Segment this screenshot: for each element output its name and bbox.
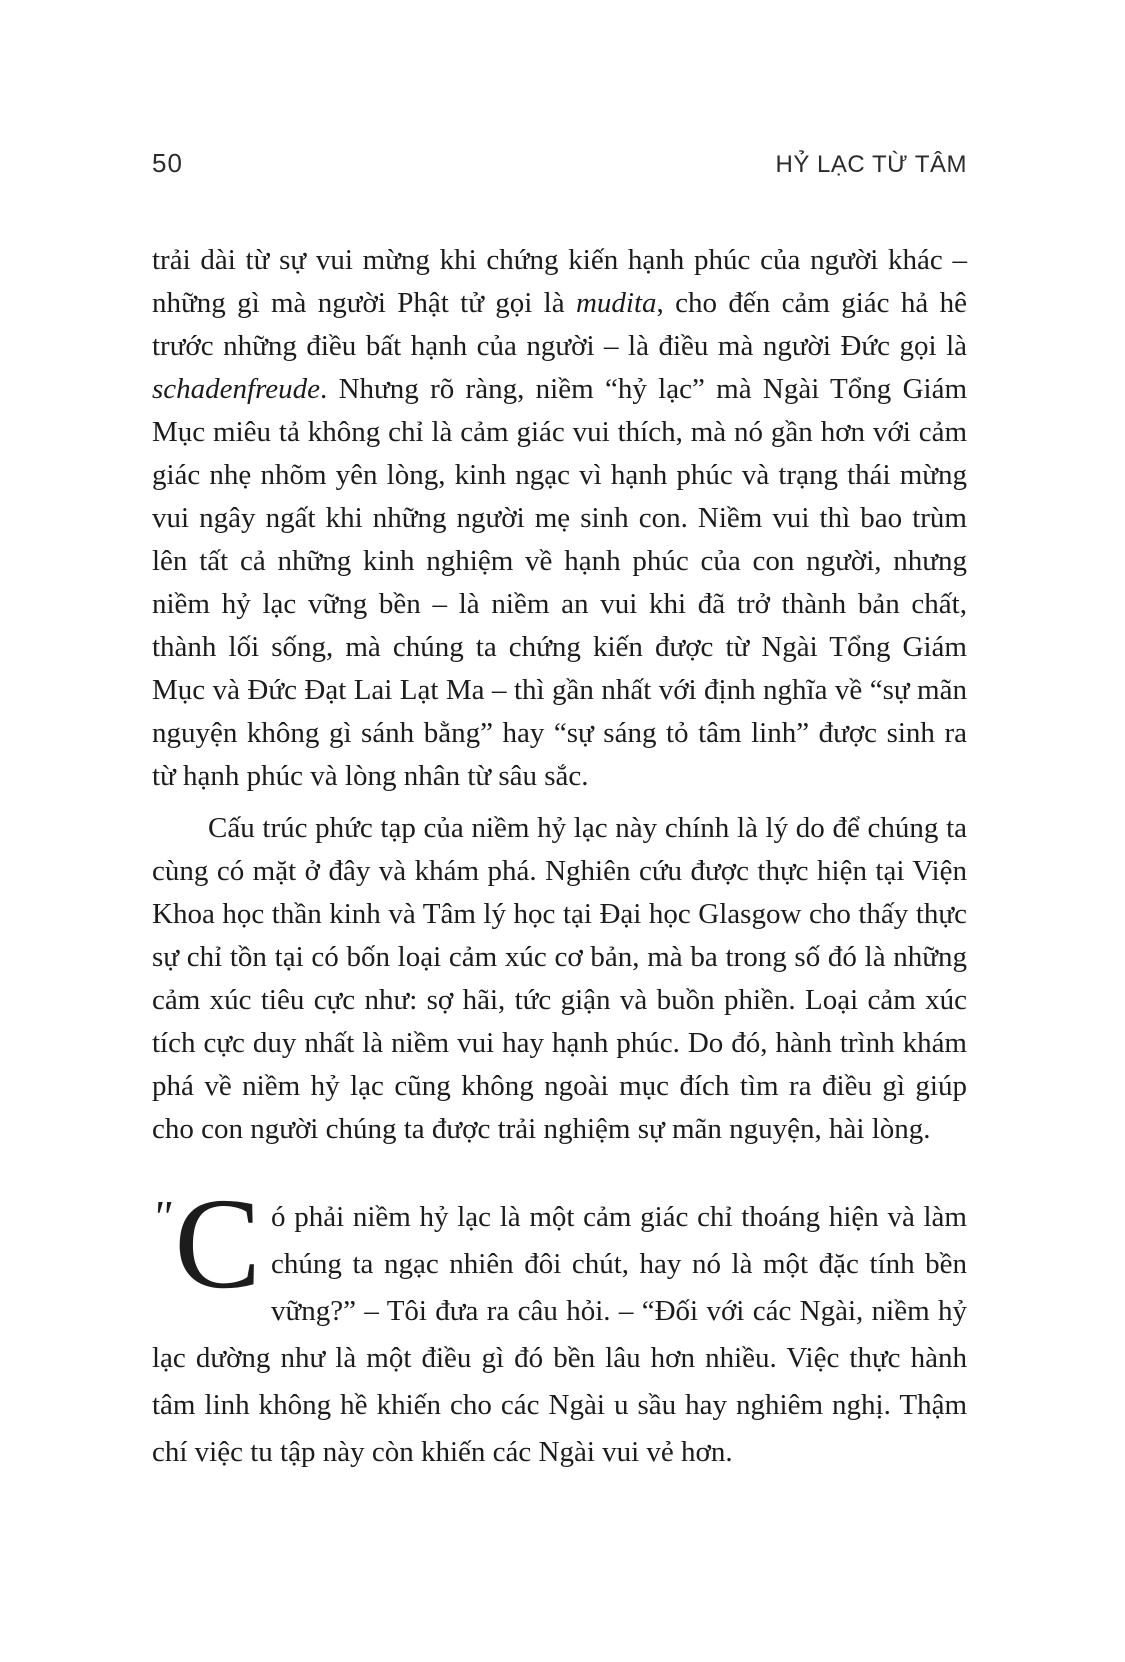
- page-body: [152, 239, 967, 1476]
- page-number: 50: [152, 148, 183, 178]
- running-title: HỶ LẠC TỪ TÂM: [775, 151, 967, 178]
- paragraph-quote: [152, 1172, 967, 1476]
- italic-term-mudita: mudita: [575, 287, 657, 319]
- text-run: ó phải niềm hỷ lạc là một cảm giác chỉ thoáng hiện và làm chúng ta ngạc nhiên đôi chút, hay nó là một đặc tính bền vững?” – Tôi đưa ra câu hỏi. – “Đối với các Ngài, niềm hỷ lạc dường như là một điều gì đó bền lâu hơn nhiều. Việc thực hành tâm linh không hề khiến cho các Ngài u sầu hay nghiêm nghị. Thậm chí việc tu tập này còn khiến các Ngài vui vẻ hơn.: [152, 1201, 967, 1468]
- text-run: , cho đến cảm giác hả hê trước những điều bất hạnh của người – là điều mà người Đức gọi là: [152, 287, 967, 362]
- text-run: trải dài từ sự vui mừng khi chứng kiến hạnh phúc của người khác – những gì mà người Phật tử gọi là: [152, 244, 967, 319]
- page-header: [152, 148, 967, 179]
- italic-term-schadenfreude: schadenfreude: [152, 373, 321, 405]
- paragraph-continuation: [152, 239, 967, 798]
- page-content: [152, 148, 967, 1476]
- paragraph-body: [152, 807, 967, 1151]
- drop-cap-letter: C: [174, 1172, 262, 1316]
- text-run: Cấu trúc phức tạp của niềm hỷ lạc này chính là lý do để chúng ta cùng có mặt ở đây và khám phá. Nghiên cứu được thực hiện tại Viện Khoa học thần kinh và Tâm lý học tại Đại học Glasgow cho thấy thực sự chỉ tồn tại có bốn loại cảm xúc cơ bản, mà ba trong số đó là những cảm xúc tiêu cực như: sợ hãi, tức giận và buồn phiền. Loại cảm xúc tích cực duy nhất là niềm vui hay hạnh phúc. Do đó, hành trình khám phá về niềm hỷ lạc cũng không ngoài mục đích tìm ra điều gì giúp cho con người chúng ta được trải nghiệm sự mãn nguyện, hài lòng.: [152, 812, 967, 1145]
- opening-quote-mark: ": [152, 1191, 172, 1242]
- text-run: . Nhưng rõ ràng, niềm “hỷ lạc” mà Ngài Tổng Giám Mục miêu tả không chỉ là cảm giác vui thích, mà nó gần hơn với cảm giác nhẹ nhõm yên lòng, kinh ngạc vì hạnh phúc và trạng thái mừng vui ngây ngất khi những người mẹ sinh con. Niềm vui thì bao trùm lên tất cả những kinh nghiệm về hạnh phúc của con người, nhưng niềm hỷ lạc vững bền – là niềm an vui khi đã trở thành bản chất, thành lối sống, mà chúng ta chứng kiến được từ Ngài Tổng Giám Mục và Đức Đạt Lai Lạt Ma – thì gần nhất với định nghĩa về “sự mãn nguyện không gì sánh bằng” hay “sự sáng tỏ tâm linh” được sinh ra từ hạnh phúc và lòng nhân từ sâu sắc.: [152, 373, 967, 792]
- drop-cap-block: [152, 1172, 262, 1316]
